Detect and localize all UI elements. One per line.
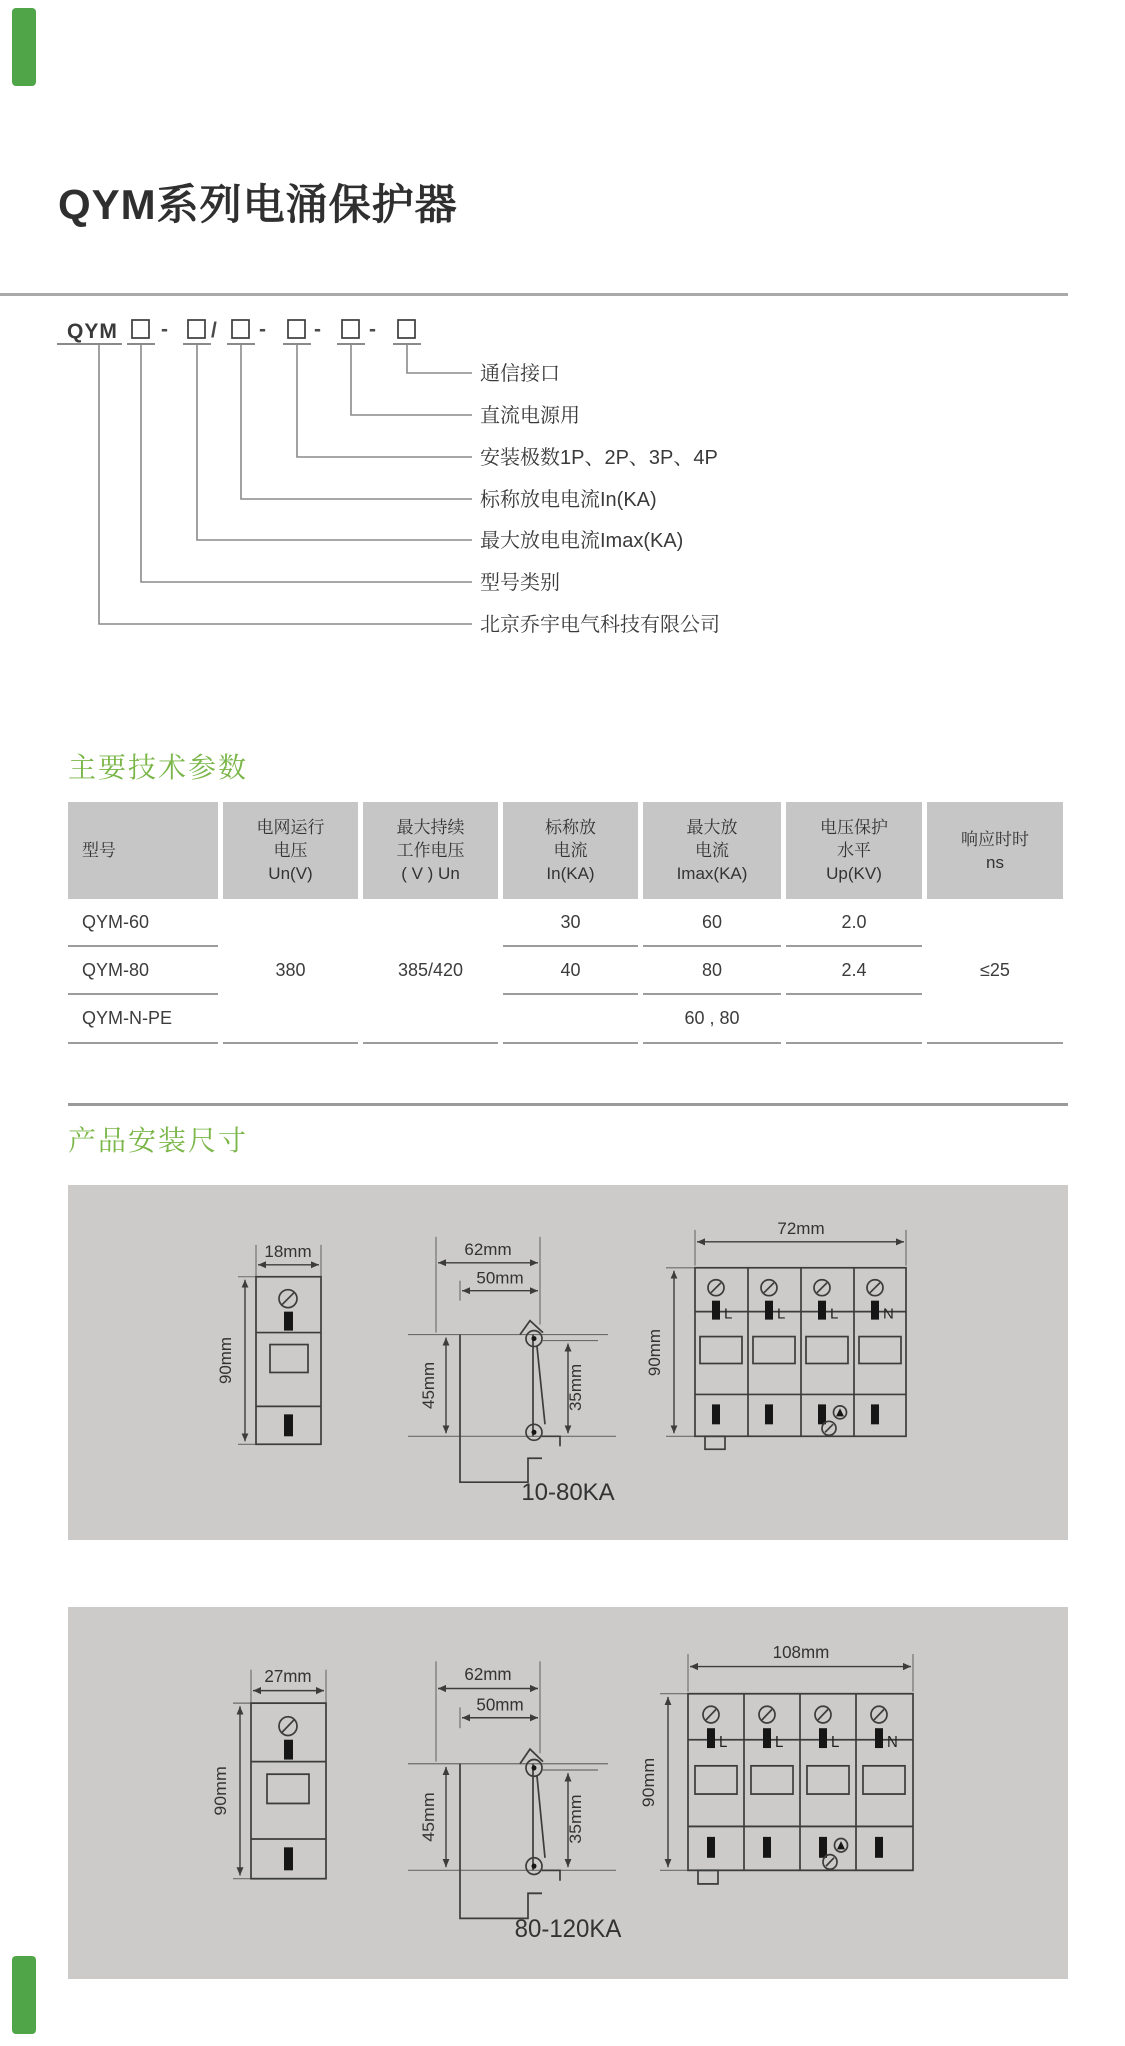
dim-side-inner-width: 50mm [476,1268,524,1288]
code-label-dc: 直流电源用 [480,405,580,427]
code-label-in: 标称放电电流In(KA) [480,489,657,511]
cell-in-1: 30 [503,899,638,947]
code-sep-3: - [259,318,266,341]
col-header-grid-voltage: 电网运行 电压 Un(V) [223,802,358,899]
page-corner-tab-bottom [12,1956,36,2034]
cell-imax-3: 60 , 80 [643,995,781,1044]
cell-imax-2: 80 [643,947,781,995]
model-code-connectors [99,344,472,624]
dimension-panel-large [68,1607,1068,1979]
pole-label-2: L [775,1733,784,1752]
code-box-4 [288,320,305,338]
section-divider [68,1103,1068,1106]
code-sep-2: / [211,319,217,342]
panel-caption: 80-120KA [514,1915,622,1944]
specs-table [68,802,1063,1044]
model-code-pattern [57,318,421,344]
col-header-max-working-voltage: 最大持续 工作电压 ( V ) Un [363,802,498,899]
panel-caption: 10-80KA [521,1479,615,1507]
dim-multi-height: 90mm [638,1757,658,1808]
cell-response-time: ≤25 [927,899,1063,1044]
pole-label-1: L [724,1305,733,1323]
dim-multi-width: 108mm [772,1641,830,1663]
cell-model-3: QYM-N-PE [68,995,218,1044]
dim-front-width: 27mm [264,1665,312,1687]
cell-grid-voltage: 380 [223,899,358,1044]
code-sep-1: - [161,318,168,341]
code-label-imax: 最大放电电流Imax(KA) [480,530,684,552]
cell-up-2: 2.4 [786,947,922,995]
code-box-1 [132,320,149,338]
col-header-protection-level: 电压保护 水平 Up(KV) [786,802,922,899]
dim-side-height-right: 35mm [565,1363,586,1411]
model-code-diagram [0,310,1125,655]
section-title-specs: 主要技术参数 [68,752,249,783]
pole-label-3: L [830,1305,839,1323]
page-title: QYM系列电涌保护器 [58,181,458,228]
dim-multi-width: 72mm [777,1218,825,1238]
dimension-panel-small [68,1185,1068,1540]
model-prefix: QYM [67,320,118,343]
dim-side-inner-width: 50mm [476,1694,524,1715]
front-view-1p [210,1666,326,1879]
dim-front-height: 90mm [215,1336,236,1385]
code-box-5 [342,320,359,338]
pole-label-4: N [887,1733,898,1752]
code-label-type: 型号类别 [480,572,560,594]
cell-model-2: QYM-80 [68,947,218,995]
side-view [408,1237,616,1482]
side-view [408,1661,616,1918]
dim-side-height-left: 45mm [418,1792,438,1842]
dim-side-outer-width: 62mm [464,1239,512,1259]
cell-model-1: QYM-60 [68,899,218,947]
pole-label-1: L [719,1733,728,1752]
cell-in-2: 40 [503,947,638,995]
pole-label-2: L [776,1305,786,1323]
dim-side-height-right: 35mm [565,1794,585,1844]
section-title-dimensions: 产品安装尺寸 [68,1125,249,1156]
cell-max-working-voltage: 385/420 [363,899,498,1044]
cell-imax-1: 60 [643,899,781,947]
code-label-company: 北京乔宇电气科技有限公司 [480,614,720,636]
col-header-nominal-current: 标称放 电流 In(KA) [503,802,638,899]
cell-up-3 [786,995,922,1044]
page-corner-tab-top [12,8,36,86]
dim-multi-height: 90mm [644,1328,665,1377]
dimension-drawing-large [68,1607,1068,1979]
dimension-drawing-small [68,1185,1068,1540]
cell-up-1: 2.0 [786,899,922,947]
code-sep-4: - [314,318,321,341]
dim-side-height-left: 45mm [418,1361,439,1409]
code-label-comm: 通信接口 [480,363,560,385]
title-divider [0,293,1068,296]
model-code-labels [480,362,720,636]
col-header-response-time: 响应时时 ns [927,802,1063,899]
dim-front-width: 18mm [264,1241,312,1261]
col-header-model: 型号 [68,802,218,899]
front-view-4p [645,1219,906,1449]
dim-side-outer-width: 62mm [464,1663,512,1685]
code-box-2 [188,320,205,338]
pole-label-3: L [831,1733,840,1752]
col-header-max-current: 最大放 电流 Imax(KA) [643,802,781,899]
front-view-1p [216,1242,321,1444]
code-box-3 [232,320,249,338]
dim-front-height: 90mm [210,1766,230,1816]
pole-label-4: N [883,1305,894,1323]
code-label-poles: 安装极数1P、2P、3P、4P [480,447,718,469]
front-view-4p [638,1642,913,1884]
cell-in-3 [503,995,638,1044]
code-box-6 [398,320,415,338]
code-sep-5: - [369,318,376,341]
